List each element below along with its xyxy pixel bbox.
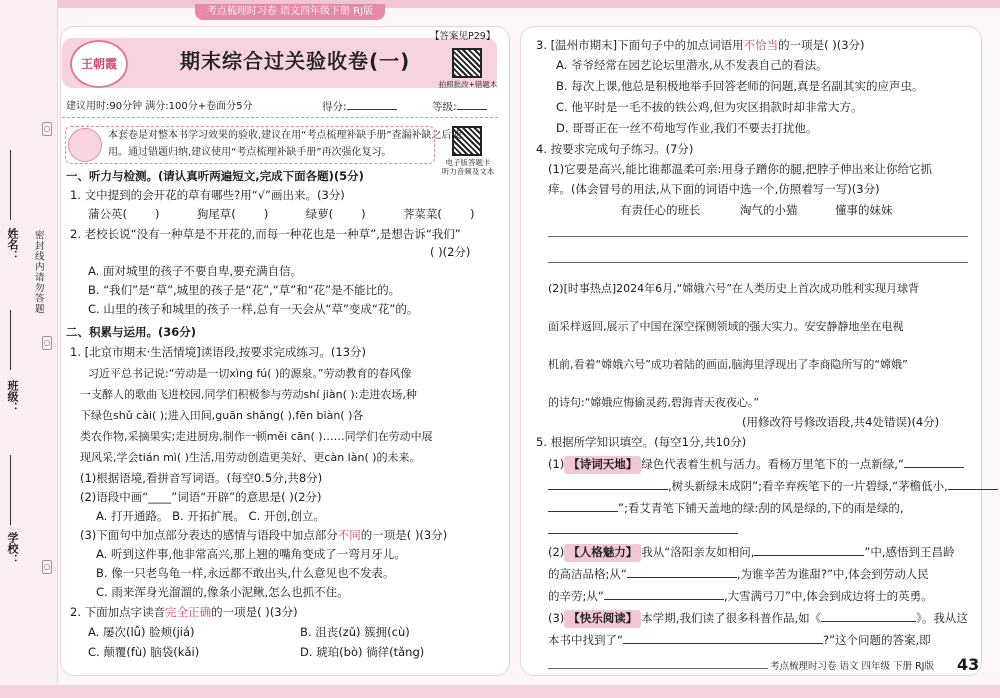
section-1-heading: 一、听力与检测。(请认真听两遍短文,完成下面各题)(5分)	[66, 169, 364, 183]
footer-text: 考点梳理时习卷 语文 四年级 下册 RJ版	[770, 661, 934, 672]
q5-2-line-1: (2) 【人格魅力】 我从“洛阳亲友如相问, ”中,感悟到王昌龄	[548, 544, 955, 562]
q4-1-line-2: 痒。(体会冒号的用法,从下面的词语中选一个,仿照着写一写)(3分)	[548, 182, 880, 196]
q2-1-sub3-option-a: A. 听到这件事,他非常高兴,那上翘的嘴角变成了一弯月牙儿。	[96, 547, 406, 561]
bottom-band	[0, 685, 1000, 698]
tutor-avatar	[68, 128, 102, 162]
binding-hole: ○	[42, 560, 52, 574]
q3-stem: 3. [温州市期末]下面句子中的加点词语用不恰当的一项是( )(3分)	[536, 38, 865, 52]
q2-2-option-d: D. 琥珀(bò) 徜徉(tǎng)	[300, 645, 425, 659]
publisher-logo: 王朝霞	[70, 40, 128, 88]
answer-line[interactable]	[548, 262, 968, 263]
q5-1-line-1: (1) 【诗词天地】 绿色代表着生机与活力。看杨万里笔下的一点新绿,“	[548, 456, 964, 474]
q2-2-option-b: B. 沮丧(zǔ) 簇拥(cù)	[300, 625, 410, 639]
intro-line-1: 本套卷是对整本书学习效果的验收,建议在用“考点梳理补缺手册”查漏补缺之后使	[108, 130, 462, 141]
q2-2-option-a: A. 屡次(lǚ) 脸颊(jiá)	[88, 625, 195, 639]
passage-line-2: 一支醉人的歌曲飞进校园,同学们积极参与劳动shí jiàn( ):走进农场,种	[80, 388, 417, 401]
q3-option-a: A. 爷爷经常在园艺论坛里潜水,从不发表自己的看法。	[556, 58, 828, 72]
q4-word-2: 淘气的小猫	[740, 203, 798, 217]
exam-meta: 建议用时:90分钟 满分:100分+卷面分5分	[66, 101, 253, 112]
q2-1-sub3-option-b: B. 像一只老鸟龟一样,永远都不敢出头,什么意见也不发表。	[96, 566, 395, 580]
top-band	[0, 0, 1000, 8]
series-banner: 考点梳理时习卷 语文四年级下册 RJ版	[195, 4, 385, 20]
q4-stem: 4. 按要求完成句子练习。(7分)	[536, 142, 694, 156]
qr-code[interactable]	[452, 48, 482, 78]
q2-option-b: B. “我们”是“草”,城里的孩子是“花”,“草”和“花”是不能比的。	[88, 283, 401, 297]
q4-word-3: 懂事的妹妹	[835, 203, 893, 217]
passage-line-1: 习近平总书记说:“劳动是一切xìng fú( )的源泉。”劳动教育的春风像	[88, 367, 412, 380]
q2-answer-slot[interactable]: ( )(2分)	[430, 245, 471, 259]
answer-line[interactable]	[548, 236, 968, 237]
q4-2-instruction: (用修改符号修改语段,共4处错误)(4分)	[742, 415, 940, 429]
exam-title: 期末综合过关验收卷(一)	[180, 49, 411, 73]
class-field-line	[10, 310, 11, 370]
page-number: 43	[957, 655, 980, 674]
q4-2-line-4: 的诗句:“嫦娥应悔偷灵药,碧海青天夜夜心。”	[548, 396, 760, 409]
q5-1-line-2: ,树头新绿未成阴”;看辛弃疾笔下的一片碧绿,“茅檐低小,	[548, 478, 998, 496]
q2-1-sub3-option-c: C. 雨来浑身光溜溜的,像条小泥鳅,怎么也抓不住。	[96, 585, 349, 599]
passage-line-5: 现风采,学会tián mì( )生活,用劳动创造更美好、更càn làn( )的未来。	[80, 451, 421, 464]
q2-1-sub1: (1)根据语境,看拼音写词语。(每空0.5分,共8分)	[80, 471, 323, 485]
answer-reference: 【答案见P29】	[430, 31, 496, 42]
q2-1-sub2: (2)语段中画“____”词语“开辟”的意思是( )(2分)	[80, 490, 322, 504]
q5-2-line-2: 的高洁品格;从“ ,为谁辛苦为谁甜?”中,体会到劳动人民	[548, 567, 929, 581]
q3-option-d: D. 哥哥正在一丝不苟地写作业,我们不要去打扰他。	[556, 121, 818, 135]
q4-2-line-1: (2)[时事热点]2024年6月,“嫦娥六号”在人类历史上首次成功胜利实现月球背	[548, 282, 920, 295]
q2-option-c: C. 山里的孩子和城里的孩子一样,总有一天会从“草”变成“花”的。	[88, 302, 419, 316]
q5-3-line-1: (3) 【快乐阅读】 本学期,我们读了很多科普作品,如《 》。我从这	[548, 610, 968, 628]
intro-line-2: 用。通过错题归纳,建议使用“考点梳理补缺手册”再次强化复习。	[108, 147, 392, 158]
binding-hole: ○	[42, 336, 52, 350]
class-field-label: 班级：	[6, 380, 20, 413]
qr-caption-audio: 电子版答题卡 听力音频及文本	[441, 158, 495, 176]
q2-1-sub3: (3)下面句中加点部分表达的感情与语段中加点部分不同的一项是( )(3分)	[80, 528, 448, 542]
q4-2-line-2: 面采样返回,展示了中国在深空探侧领域的强大实力。安安静静地坐在电视	[548, 320, 904, 333]
q2-2-option-c: C. 颠覆(fù) 脑袋(kǎi)	[88, 645, 200, 659]
divider	[62, 117, 498, 118]
q5-1-line-3: ”;看艾青笔下铺天盖地的绿:刮的风是绿的,下的雨是绿的,	[548, 500, 904, 518]
q4-1-line-1: (1)它要是高兴,能比谁都温柔可亲:用身子蹭你的腿,把脖子伸出来让你给它抓	[548, 162, 932, 176]
q1-options: 蒲公英( ) 狗尾草( ) 绿萝( ) 荠菜菜( )	[88, 207, 475, 221]
q2-1-sub2-options: A. 打开通路。 B. 开拓扩展。 C. 开创,创立。	[96, 509, 325, 523]
grade-label: 等级:	[432, 99, 487, 115]
q4-2-line-3: 机前,看着“嫦娥六号”成功着陆的画面,脑海里浮现出了李商隐所写的“嫦娥”	[548, 358, 908, 371]
q5-2-line-3: 的辛劳;从“ ,大雪满弓刀”中,体会到成边将士的英勇。	[548, 589, 933, 603]
name-field-line	[10, 150, 11, 220]
name-field-label: 姓名：	[6, 228, 20, 261]
q2-1-stem: 1. [北京市期末·生活情境]读语段,按要求完成练习。(13分)	[70, 345, 367, 359]
section-2-heading: 二、积累与运用。(36分)	[66, 325, 197, 339]
passage-line-3: 下绿色shǔ cài( );进入田间,guān shǎng( ),fēn biàn( )各	[80, 409, 364, 422]
q2-option-a: A. 面对城里的孩子不要自卑,要充满自信。	[88, 264, 303, 278]
q5-3-line-2: 本书中找到了“ ?”这个问题的答案,即	[548, 633, 931, 647]
q2-stem: 2. 老校长说“没有一种草是不开花的,而每一种花也是一种草”,是想告诉“我们”	[70, 227, 461, 241]
seal-line-note: 密封线内请勿答题	[32, 230, 44, 314]
q3-option-b: B. 每次上课,他总是积极地举手回答老师的问题,真是名副其实的应声虫。	[556, 79, 924, 93]
q1-stem: 1. 文中提到的会开花的草有哪些?用“√”画出来。(3分)	[70, 188, 345, 202]
q5-1-line-4	[548, 522, 738, 540]
q2-2-stem: 2. 下面加点字读音完全正确的一项是( )(3分)	[70, 605, 298, 619]
school-field-line	[10, 455, 11, 525]
q5-stem: 5. 根据所学知识填空。(每空1分,共10分)	[536, 435, 747, 449]
q3-option-c: C. 他平时是一毛不拔的铁公鸡,但为灾区捐款时却非常大方。	[556, 100, 863, 114]
q4-word-1: 有责任心的班长	[620, 203, 701, 217]
answer-line[interactable]	[548, 668, 768, 669]
school-field-label: 学校：	[6, 532, 20, 565]
qr-caption: 拍照批改+错题本	[438, 80, 498, 89]
score-label: 得分:	[322, 99, 397, 115]
passage-line-4: 类农作物,采摘果实;走进厨房,制作一顿měi cān( )……同学们在劳动中展	[80, 430, 433, 443]
binding-hole: ○	[42, 122, 52, 136]
